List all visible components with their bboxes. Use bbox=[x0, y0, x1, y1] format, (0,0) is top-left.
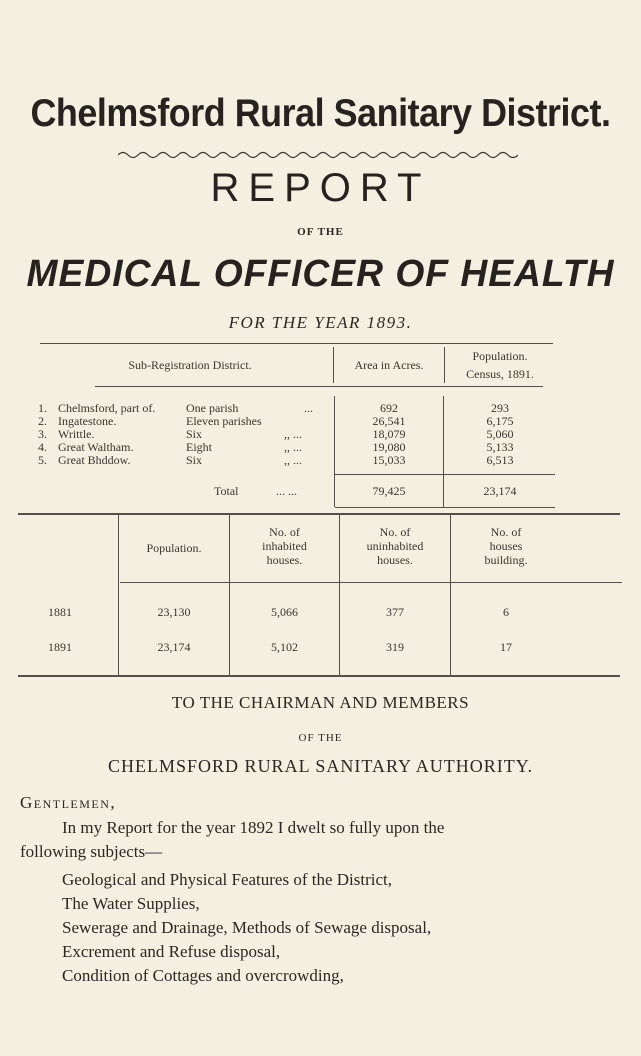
row-dots: ,, ... bbox=[284, 427, 302, 441]
col-population: Population. bbox=[472, 349, 528, 363]
subject-item: The Water Supplies, bbox=[62, 894, 200, 913]
houses-col-inhabited bbox=[230, 525, 339, 567]
header-line: houses. bbox=[377, 553, 413, 567]
salutation: Gentlemen, bbox=[20, 793, 117, 812]
address-of-the: OF THE bbox=[298, 732, 343, 744]
houses-row-building: 6 bbox=[503, 605, 509, 619]
col-sub-registration: Sub-Registration District. bbox=[128, 358, 252, 372]
of-the-label: OF THE bbox=[297, 226, 344, 238]
row-area: 19,080 bbox=[372, 440, 406, 454]
year-line: FOR THE YEAR 1893. bbox=[228, 313, 413, 332]
houses-top-rule bbox=[18, 513, 620, 515]
header-line: houses. bbox=[266, 553, 303, 567]
table-top-rule bbox=[40, 343, 553, 344]
houses-header-rule bbox=[120, 582, 622, 583]
total-dots: ... ... bbox=[276, 484, 297, 498]
header-line: uninhabited bbox=[366, 539, 424, 553]
houses-row-year: 1891 bbox=[48, 640, 72, 654]
row-district: Writtle. bbox=[58, 427, 95, 441]
houses-bottom-rule bbox=[18, 675, 620, 677]
row-population: 5,133 bbox=[486, 440, 514, 454]
table-header-rule bbox=[95, 386, 543, 387]
row-no: 2. bbox=[38, 414, 47, 428]
houses-row-year: 1881 bbox=[48, 605, 72, 619]
medical-officer-title: MEDICAL OFFICER OF HEALTH bbox=[26, 253, 615, 295]
total-population: 23,174 bbox=[483, 484, 517, 498]
subject-item: Sewerage and Drainage, Methods of Sewage disposal, bbox=[62, 918, 432, 937]
subject-item: Condition of Cottages and overcrowding, bbox=[62, 966, 344, 985]
row-area: 692 bbox=[380, 401, 398, 415]
row-population: 6,513 bbox=[486, 453, 514, 467]
houses-row-building: 17 bbox=[500, 640, 512, 654]
row-area: 15,033 bbox=[372, 453, 406, 467]
houses-row-population: 23,130 bbox=[157, 605, 191, 619]
row-district: Chelmsford, part of. bbox=[58, 401, 156, 415]
row-parishes: Eleven parishes bbox=[186, 414, 262, 428]
header-line: No. of bbox=[379, 525, 411, 539]
col-area: Area in Acres. bbox=[354, 358, 424, 372]
row-no: 4. bbox=[38, 440, 47, 454]
subject-item: Excrement and Refuse disposal, bbox=[62, 942, 281, 961]
houses-row-population: 23,174 bbox=[157, 640, 191, 654]
intro-line-1: In my Report for the year 1892 I dwelt so fully upon the bbox=[62, 818, 445, 837]
total-area: 79,425 bbox=[372, 484, 406, 498]
total-rule bbox=[335, 474, 555, 475]
report-heading: REPORT bbox=[210, 166, 431, 210]
row-parishes: Six bbox=[186, 453, 203, 467]
address-line-1: TO THE CHAIRMAN AND MEMBERS bbox=[171, 693, 470, 712]
address-line-2: CHELMSFORD RURAL SANITARY AUTHORITY. bbox=[108, 756, 533, 776]
header-line: houses bbox=[489, 539, 523, 553]
total-label: Total bbox=[214, 484, 239, 498]
total-divider bbox=[334, 479, 335, 507]
row-parishes: Eight bbox=[186, 440, 212, 454]
total-divider bbox=[443, 479, 444, 507]
row-parishes: Six bbox=[186, 427, 203, 441]
row-area: 26,541 bbox=[372, 414, 406, 428]
row-population: 6,175 bbox=[486, 414, 514, 428]
houses-col-uninhabited bbox=[340, 525, 450, 567]
col-census: Census, 1891. bbox=[466, 367, 534, 381]
houses-row-uninhabited: 377 bbox=[386, 605, 404, 619]
houses-col-building bbox=[451, 525, 561, 567]
header-line: building. bbox=[484, 553, 528, 567]
row-no: 1. bbox=[38, 401, 47, 415]
header-line: No. of bbox=[490, 525, 522, 539]
row-dots: ... bbox=[304, 401, 313, 415]
row-area: 18,079 bbox=[372, 427, 406, 441]
wavy-divider bbox=[118, 150, 518, 160]
houses-row-uninhabited: 319 bbox=[386, 640, 404, 654]
row-parishes: One parish bbox=[186, 401, 239, 415]
header-line: No. of bbox=[269, 525, 300, 539]
main-title: Chelmsford Rural Sanitary District. bbox=[30, 92, 611, 135]
row-district: Ingatestone. bbox=[58, 414, 117, 428]
houses-row-inhabited: 5,066 bbox=[271, 605, 298, 619]
header-line: inhabited bbox=[262, 539, 307, 553]
row-no: 5. bbox=[38, 453, 47, 467]
intro-line-2: following subjects— bbox=[20, 842, 163, 861]
row-population: 5,060 bbox=[486, 427, 514, 441]
row-no: 3. bbox=[38, 427, 47, 441]
houses-row-inhabited: 5,102 bbox=[271, 640, 298, 654]
subject-item: Geological and Physical Features of the District, bbox=[62, 870, 392, 889]
row-dots: ,, ... bbox=[284, 453, 302, 467]
houses-col-population: Population. bbox=[146, 541, 202, 555]
row-district: Great Waltham. bbox=[58, 440, 134, 454]
row-dots: ,, ... bbox=[284, 440, 302, 454]
total-bottom-rule bbox=[335, 507, 555, 508]
row-district: Great Bhddow. bbox=[58, 453, 131, 467]
row-population: 293 bbox=[491, 401, 509, 415]
